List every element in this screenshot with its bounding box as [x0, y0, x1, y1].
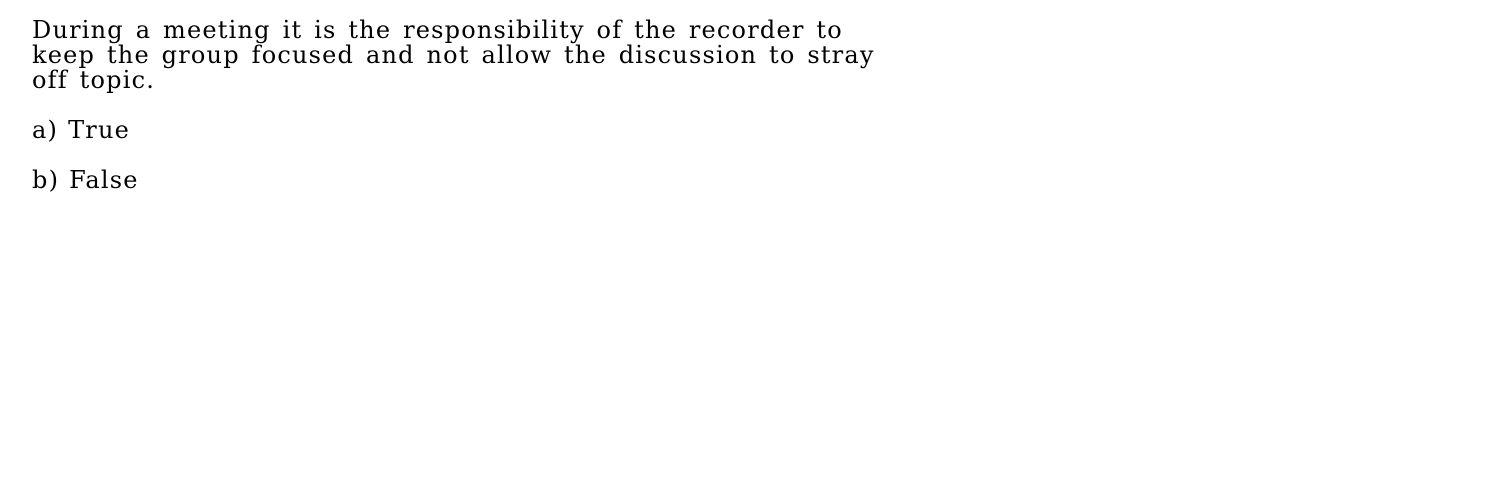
question-line: During a meeting it is the responsibility of the recorder to [32, 16, 843, 44]
question-line: keep the group focused and not allow the discussion to stray [32, 41, 875, 69]
option-true[interactable] [32, 118, 139, 143]
answer-options [32, 118, 139, 218]
option-false[interactable] [32, 168, 139, 193]
question-line: off topic. [32, 66, 156, 94]
question-text [32, 18, 932, 93]
option-letter: b) [32, 166, 60, 194]
option-label: True [68, 116, 131, 144]
option-label: False [69, 166, 139, 194]
option-letter: a) [32, 116, 59, 144]
